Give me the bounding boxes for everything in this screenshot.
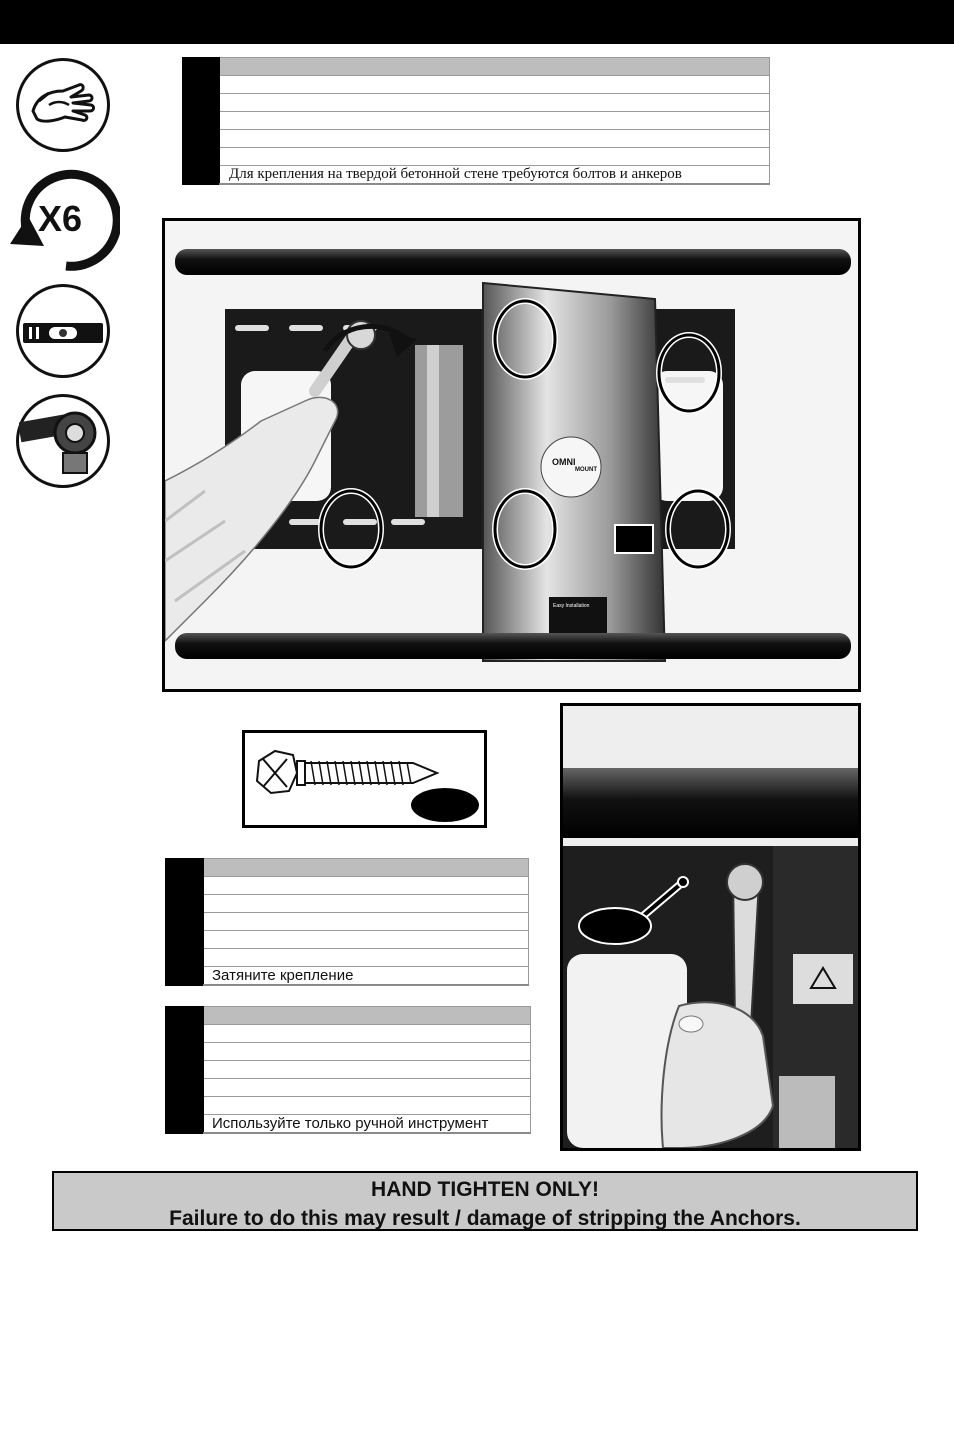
wrench-icon	[16, 394, 110, 488]
main-installation-photo	[162, 218, 861, 692]
lag-bolt-illustration	[242, 730, 487, 828]
instruction-russian-concrete: Для крепления на твердой бетонной стене требуются болтов и анкеров	[220, 166, 770, 185]
brand-omni: OMNI	[552, 457, 576, 467]
hand-tighten-warning	[52, 1171, 918, 1231]
warning-title: HAND TIGHTEN ONLY!	[371, 1178, 599, 1201]
hand-tighten-icon	[16, 58, 110, 152]
language-table-bottom	[165, 1006, 531, 1134]
instruction-russian-hand-tools: Используйте только ручной инструмент	[204, 1115, 531, 1134]
wrench-tightening-photo	[560, 703, 861, 1151]
rotate-count-label: X6	[38, 198, 83, 239]
instruction-russian-tighten: Затяните крепление	[204, 967, 529, 986]
easy-installation-label: Easy Installation	[553, 603, 590, 609]
brand-mount: MOUNT	[575, 467, 597, 473]
rotate-arrow-icon	[8, 166, 120, 274]
language-table-top	[182, 57, 770, 185]
language-table-mid	[165, 858, 529, 986]
header-bar	[0, 0, 954, 44]
warning-detail: Failure to do this may result / damage of stripping the Anchors.	[169, 1207, 801, 1230]
level-icon	[16, 284, 110, 378]
